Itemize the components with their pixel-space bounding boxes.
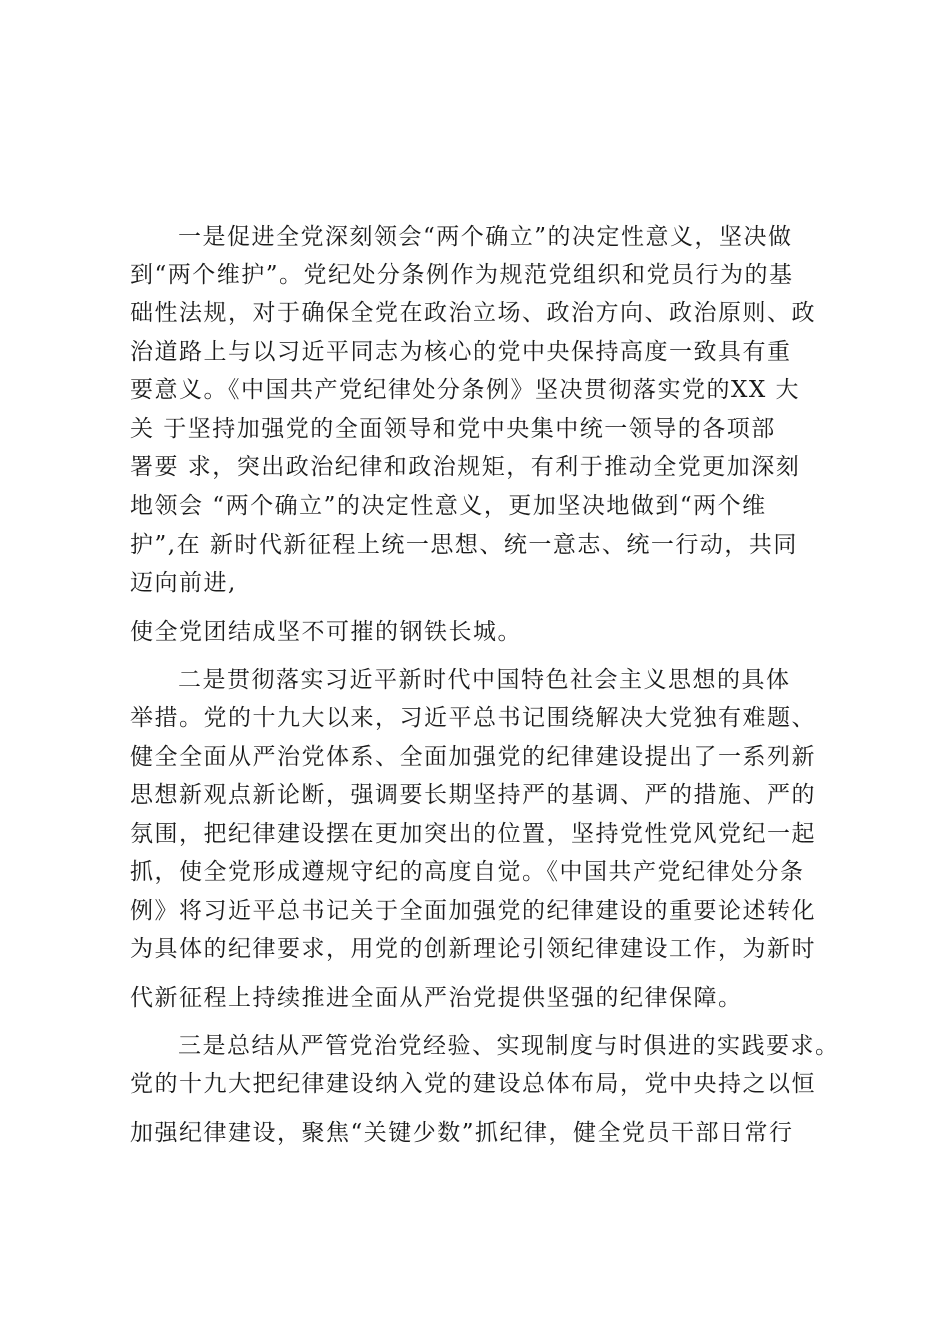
text-line: 代新征程上持续推进全面从严治党提供坚强的纪律保障。 — [130, 985, 743, 1011]
text-line: 加强纪律建设，聚焦“关键少数”抓纪律，健全党员干部日常行 — [130, 1120, 794, 1146]
text-line: 使全党团结成坚不可摧的钢铁长城。 — [130, 619, 522, 645]
text-line: 例》将习近平总书记关于全面加强党的纪律建设的重要论述转化 — [130, 898, 816, 924]
text-line: 党的十九大把纪律建设纳入党的建设总体布局，党中央持之以恒 — [130, 1071, 816, 1097]
text-line: 氛围，把纪律建设摆在更加突出的位置，坚持党性党风党纪一起 — [130, 821, 816, 847]
text-line: 要意义。《中国共产党纪律处分条例》坚决贯彻落实党的XX 大 — [130, 377, 801, 403]
text-line: 为具体的纪律要求，用党的创新理论引领纪律建设工作，为新时 — [130, 936, 816, 962]
text-line: 关 于坚持加强党的全面领导和党中央集中统一领导的各项部 — [130, 416, 776, 442]
text-line: 健全全面从严治党体系、全面加强党的纪律建设提出了一系列新 — [130, 744, 816, 770]
text-line: 抓，使全党形成遵规守纪的高度自觉。《中国共产党纪律处分条 — [130, 859, 805, 885]
text-line: 三是总结从严管党治党经验、实现制度与时俱进的实践要求。 — [178, 1033, 840, 1059]
text-line: 础性法规，对于确保全党在政治立场、政治方向、政治原则、政 — [130, 300, 816, 326]
text-line: 治道路上与以习近平同志为核心的党中央保持高度一致具有重 — [130, 339, 792, 365]
text-line: 思想新观点新论断，强调要长期坚持严的基调、严的措施、严的 — [130, 782, 816, 808]
text-line: 迈向前进, — [130, 570, 237, 596]
text-line: 二是贯彻落实习近平新时代中国特色社会主义思想的具体 — [178, 667, 791, 693]
text-line: 署要 求，突出政治纪律和政治规矩，有利于推动全党更加深刻 — [130, 454, 801, 480]
text-line: 到“两个维护”。党纪处分条例作为规范党组织和党员行为的基 — [130, 262, 794, 288]
text-line: 地领会 “两个确立”的决定性意义，更加坚决地做到“两个维 — [130, 493, 767, 519]
text-line: 举措。党的十九大以来，习近平总书记围绕解决大党独有难题、 — [130, 705, 816, 731]
text-line: 一是促进全党深刻领会“两个确立”的决定性意义，坚决做 — [178, 224, 793, 250]
text-line: 护”,在 新时代新征程上统一思想、统一意志、统一行动，共同 — [130, 532, 798, 558]
